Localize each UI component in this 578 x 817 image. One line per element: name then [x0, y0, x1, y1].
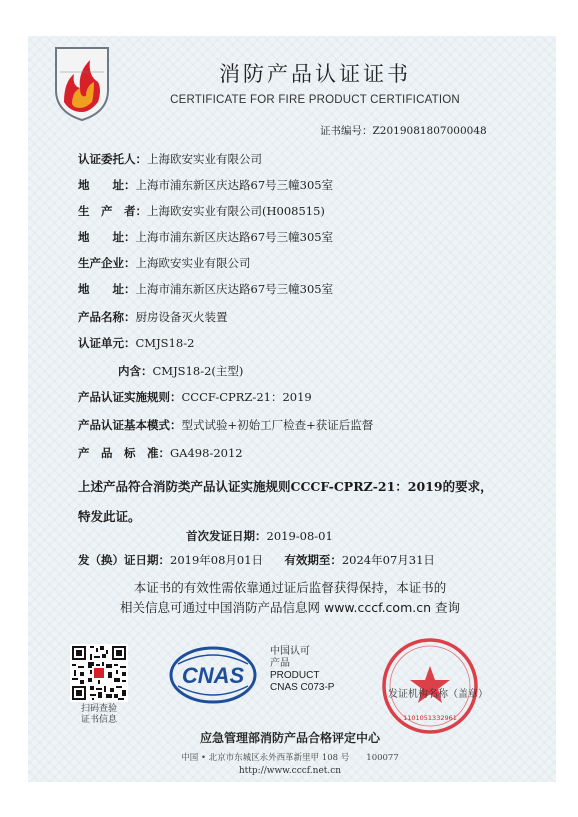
field-label: 产品认证基本模式： [78, 418, 182, 432]
field-value: 上海市浦东新区庆达路67号三幢305室 [135, 282, 334, 296]
field-manufacturer [78, 204, 325, 218]
conformity-statement: 上述产品符合消防类产品认证实施规则CCCF-CPRZ-21：2019的要求，特发此证。 [78, 479, 493, 524]
validity-note-line2: 相关信息可通过中国消防产品信息网 www.cccf.com.cn 查询 [120, 600, 460, 615]
field-value: GA498-2012 [170, 446, 243, 460]
field-label: 地 址： [78, 282, 136, 296]
certificate-number-label: 证书编号： [320, 125, 373, 137]
fire-emblem-logo [50, 42, 114, 122]
field-value: CMJS18-2(主型) [152, 364, 244, 378]
field-applicant [78, 152, 262, 166]
field-label: 生 产 者： [78, 204, 147, 218]
field-production-address [78, 282, 333, 296]
field-product-standard [78, 446, 243, 460]
field-label: 产 品 标 准： [78, 446, 170, 460]
field-product-name [78, 310, 228, 324]
field-value: 厨房设备灭火装置 [135, 310, 228, 324]
field-value: CCCF-CPRZ-21：2019 [181, 390, 312, 404]
certificate-number-value: Z2019081807000048 [372, 125, 487, 137]
validity-note [90, 578, 490, 618]
first-issue-value: 2019-08-01 [266, 529, 333, 543]
cnas-accreditation-text [270, 646, 334, 694]
field-value: CMJS18-2 [135, 336, 195, 350]
field-label: 认证单元： [78, 336, 136, 350]
issue-expiry-dates [78, 552, 435, 568]
cnas-line2: 产品 [270, 658, 290, 669]
cnas-line1: 中国认可 [270, 646, 310, 657]
expiry-date-value: 2024年07月31日 [341, 553, 435, 567]
qr-code-icon[interactable] [70, 644, 128, 702]
cnas-logo [168, 644, 258, 706]
field-label: 地 址： [78, 178, 136, 192]
first-issue-date [186, 528, 333, 544]
field-cert-mode [78, 418, 373, 432]
expiry-date-label: 有效期至： [284, 553, 342, 567]
validity-note-line1: 本证书的有效性需依靠通过证后监督获得保持，本证书的 [133, 580, 447, 595]
issue-date-value: 2019年08月01日 [170, 553, 264, 567]
field-value: 上海欧安实业有限公司(H008515) [147, 204, 325, 218]
seal-caption: 发证机构名称（盖章） [388, 689, 488, 700]
first-issue-label: 首次发证日期： [186, 529, 267, 543]
field-label: 地 址： [78, 230, 136, 244]
cnas-line4: CNAS C073-P [270, 682, 335, 693]
issuing-authority: 应急管理部消防产品合格评定中心 [199, 731, 380, 745]
field-value: 上海欧安实业有限公司 [147, 152, 262, 166]
field-value: 上海欧安实业有限公司 [135, 256, 251, 270]
field-production-enterprise [78, 256, 251, 270]
certificate-title-cn: 消防产品认证证书 [219, 62, 411, 86]
field-label: 认证委托人： [78, 152, 147, 166]
field-label: 内含： [118, 364, 153, 378]
qr-caption-line1: 扫码查验 [80, 704, 117, 714]
field-value: 上海市浦东新区庆达路67号三幢305室 [135, 230, 334, 244]
cnas-logo-text: CNAS [181, 663, 245, 688]
seal-number: 1101051332961 [403, 714, 457, 722]
field-applicant-address [78, 178, 333, 192]
field-value: 型式试验+初始工厂检查+获证后监督 [181, 418, 374, 432]
certificate-number [320, 123, 487, 138]
issuer-address: 中国 • 北京市东城区永外西革新里甲 108 号 100077 [181, 753, 399, 763]
field-label: 生产企业： [78, 256, 136, 270]
field-includes [118, 364, 243, 378]
qr-caption [68, 704, 130, 726]
field-label: 产品名称： [78, 310, 136, 324]
issuer-website-link[interactable]: http://www.cccf.net.cn [238, 766, 342, 776]
certificate-title-en: CERTIFICATE FOR FIRE PRODUCT CERTIFICATION [170, 94, 460, 106]
field-value: 上海市浦东新区庆达路67号三幢305室 [135, 178, 334, 192]
field-cert-unit [78, 336, 194, 350]
field-manufacturer-address [78, 230, 333, 244]
qr-caption-line2: 证书信息 [80, 715, 117, 725]
cnas-line3: PRODUCT [270, 670, 320, 681]
field-label: 产品认证实施规则： [78, 390, 182, 404]
issue-date-label: 发（换）证日期： [78, 553, 170, 567]
field-implementation-rules [78, 390, 312, 404]
